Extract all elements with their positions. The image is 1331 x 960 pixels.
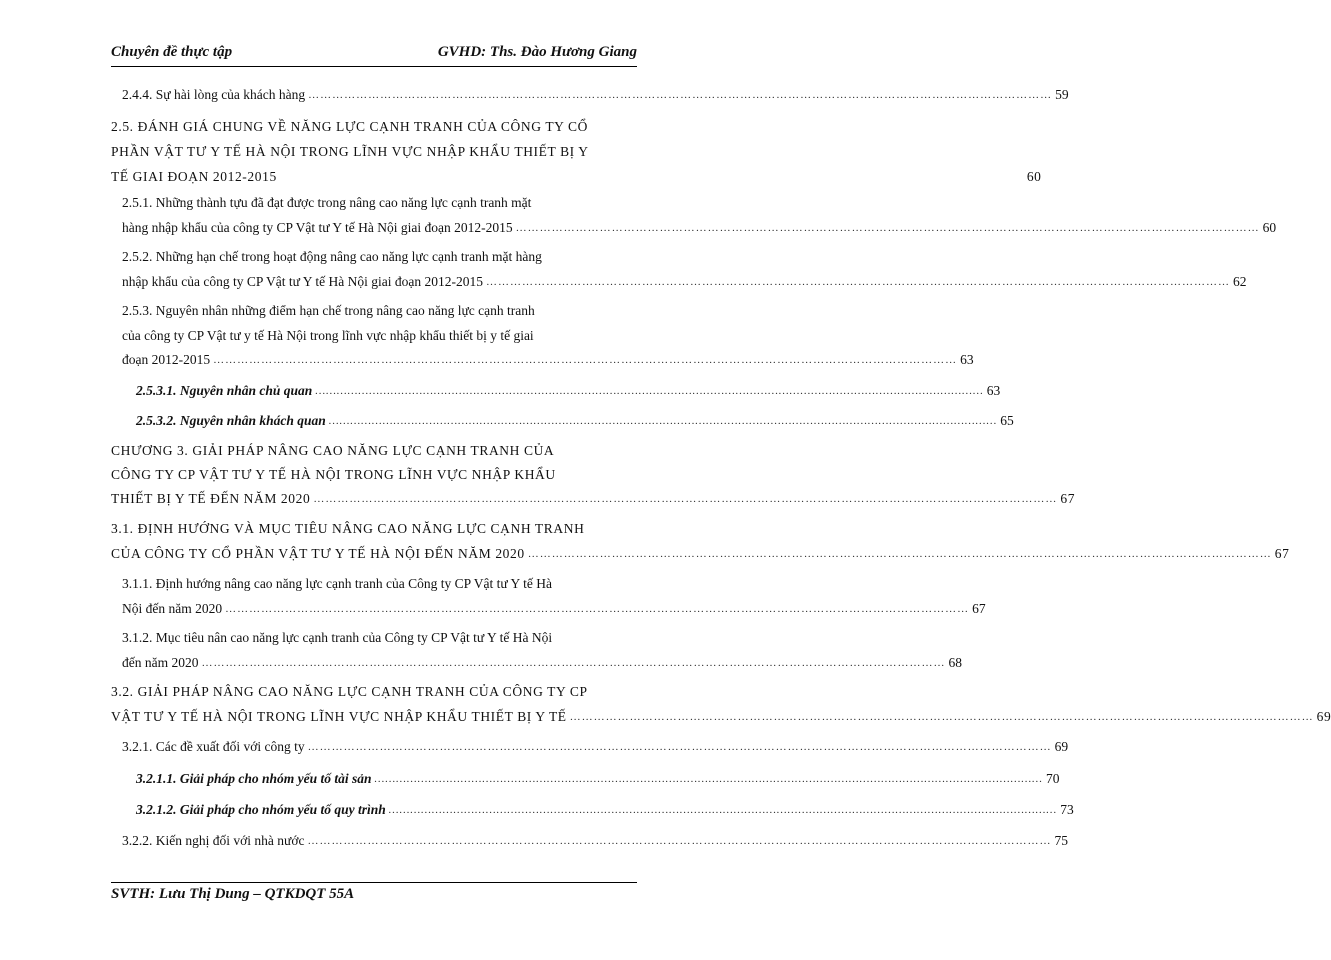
toc-entry-text: 2.4.4. Sự hài lòng của khách hàng	[122, 87, 306, 102]
header-left-text: Chuyên đề thực tập	[111, 44, 233, 60]
toc-entry[interactable]	[136, 411, 1014, 431]
toc-entry-text: 3.2.2. Kiến nghị đối với nhà nước	[122, 833, 305, 848]
toc-dot-leader: ……………………………………………………………………………………………………………………………………………………………………	[313, 493, 1058, 505]
toc-entry[interactable]	[122, 247, 1247, 292]
toc-entry-text: nhập khẩu của công ty CP Vật tư Y tế Hà Nội giai đoạn 2012-2015	[122, 274, 483, 289]
toc-entry[interactable]	[111, 519, 1290, 564]
toc-entry[interactable]	[111, 441, 1076, 511]
toc-entry-text: 3.2.1.2. Giải pháp cho nhóm yếu tố quy trình	[136, 802, 386, 817]
toc-entry[interactable]	[122, 85, 1069, 105]
toc-entry-text: CỦA CÔNG TY CỔ PHẦN VẬT TƯ Y TẾ HÀ NỘI ĐẾN NĂM 2020	[111, 546, 525, 561]
toc-entry-text: đoạn 2012-2015	[122, 352, 211, 367]
toc-entry[interactable]	[122, 574, 986, 619]
toc-page-number: 73	[1060, 802, 1074, 817]
toc-entry-text: CHƯƠNG 3. GIẢI PHÁP NÂNG CAO NĂNG LỰC CẠNH TRANH CỦA	[111, 443, 555, 458]
toc-entry-text: THIẾT BỊ Y TẾ ĐẾN NĂM 2020	[111, 491, 311, 506]
toc-entry[interactable]	[122, 628, 962, 673]
toc-dot-leader: ……………………………………………………………………………………………………………………………………………………………………	[527, 548, 1272, 560]
toc-dot-leader: ……………………………………………………………………………………………………………………………………………………………………	[307, 741, 1052, 753]
toc-dot-leader: ……………………………………………………………………………………………………………………………………………………………………	[307, 835, 1052, 847]
toc-dot-leader: ……………………………………………………………………………………………………………………………………………………………………	[308, 89, 1053, 101]
toc-dot-leader: ……………………………………………………………………………………………………………………………………………………………………	[315, 385, 984, 397]
toc-page-number: 75	[1054, 833, 1068, 848]
toc-entry-text: 3.1.2. Mục tiêu nân cao năng lực cạnh tranh của Công ty CP Vật tư Y tế Hà Nội	[122, 630, 553, 645]
toc-page-number: 69	[1316, 709, 1331, 724]
toc-page-number: 59	[1055, 87, 1069, 102]
toc-page-number: 62	[1233, 274, 1247, 289]
toc-page-number: 70	[1045, 771, 1060, 786]
toc-entry-text: 3.2. GIẢI PHÁP NÂNG CAO NĂNG LỰC CẠNH TRANH CỦA CÔNG TY CP	[111, 684, 588, 699]
toc-entry-text: 2.5. ĐÁNH GIÁ CHUNG VỀ NĂNG LỰC CẠNH TRANH CỦA CÔNG TY CỔ	[111, 119, 588, 134]
toc-entry[interactable]	[136, 769, 1060, 789]
toc-page-number: 67	[1274, 546, 1290, 561]
toc-entry[interactable]	[122, 737, 1069, 757]
toc-dot-leader: ……………………………………………………………………………………………………………………………………………………………………	[388, 804, 1058, 816]
toc-entry[interactable]	[122, 831, 1068, 851]
toc-entry[interactable]	[122, 193, 1277, 238]
toc-entry-text: đến năm 2020	[122, 655, 199, 670]
toc-page-number: 60	[1026, 169, 1042, 184]
footer-divider	[111, 882, 637, 883]
toc-page-number: 65	[1000, 413, 1014, 428]
toc-entry-text: TẾ GIAI ĐOẠN 2012-2015	[111, 169, 277, 184]
toc-dot-leader: ……………………………………………………………………………………………………………………………………………………………………	[225, 603, 970, 615]
toc-entry-text: 3.2.1.1. Giải pháp cho nhóm yếu tố tài sản	[136, 771, 372, 786]
toc-entry-text: 2.5.3. Nguyên nhân những điểm hạn chế trong nâng cao năng lực cạnh tranh	[122, 303, 535, 318]
toc-page-number: 67	[972, 601, 986, 616]
toc-entry-text: Nội đến năm 2020	[122, 601, 223, 616]
toc-entry-text: 2.5.3.1. Nguyên nhân chủ quan	[136, 383, 313, 398]
toc-entry[interactable]	[136, 800, 1074, 820]
toc-page-number: 68	[948, 655, 962, 670]
toc-page-number: 63	[986, 383, 1001, 398]
page-footer: SVTH: Lưu Thị Dung – QTKDQT 55A	[111, 886, 355, 902]
toc-entry[interactable]	[136, 381, 1001, 401]
toc-entry-text: VẬT TƯ Y TẾ HÀ NỘI TRONG LĨNH VỰC NHẬP KHẨU THIẾT BỊ Y TẾ	[111, 709, 567, 724]
toc-entry-text: 3.1.1. Định hướng nâng cao năng lực cạnh tranh của Công ty CP Vật tư Y tế Hà	[122, 576, 553, 591]
toc-page-number: 63	[960, 352, 974, 367]
toc-entry-text: 2.5.3.2. Nguyên nhân khách quan	[136, 413, 326, 428]
toc-entry-text: CÔNG TY CP VẬT TƯ Y TẾ HÀ NỘI TRONG LĨNH VỰC NHẬP KHẨU	[111, 467, 556, 482]
toc-page-number: 67	[1060, 491, 1076, 506]
toc-page-number: 69	[1054, 739, 1069, 754]
toc-dot-leader: ……………………………………………………………………………………………………………………………………………………………………	[486, 276, 1230, 288]
toc-entry-text: PHẦN VẬT TƯ Y TẾ HÀ NỘI TRONG LĨNH VỰC NHẬP KHẨU THIẾT BỊ Y	[111, 144, 589, 159]
toc-entry-text: 2.5.2. Những hạn chế trong hoạt động nâng cao năng lực cạnh tranh mặt hàng	[122, 249, 542, 264]
toc-entry-text: hàng nhập khẩu của công ty CP Vật tư Y tế Hà Nội giai đoạn 2012-2015	[122, 220, 513, 235]
toc-dot-leader: ……………………………………………………………………………………………………………………………………………………………………	[374, 773, 1043, 785]
toc-page-number: 60	[1262, 220, 1277, 235]
toc-entry-text: 3.1. ĐỊNH HƯỚNG VÀ MỤC TIÊU NÂNG CAO NĂNG LỰC CẠNH TRANH	[111, 521, 585, 536]
toc-entry[interactable]	[122, 301, 974, 371]
toc-entry[interactable]	[111, 682, 1331, 727]
toc-dot-leader: ……………………………………………………………………………………………………………………………………………………………………	[328, 415, 998, 427]
toc-entry-text: 2.5.1. Những thành tựu đã đạt được trong nâng cao năng lực cạnh tranh mặt	[122, 195, 532, 210]
toc-entry-text: 3.2.1. Các đề xuất đối với công ty	[122, 739, 305, 754]
toc-dot-leader: ……………………………………………………………………………………………………………………………………………………………………	[515, 222, 1260, 234]
toc-entry[interactable]	[111, 117, 1042, 187]
toc-entry-text: của công ty CP Vật tư y tế Hà Nội trong lĩnh vực nhập khẩu thiết bị y tế giai	[122, 328, 534, 343]
toc-dot-leader: ……………………………………………………………………………………………………………………………………………………………………	[569, 711, 1314, 723]
toc-dot-leader: ……………………………………………………………………………………………………………………………………………………………………	[201, 657, 946, 669]
toc-dot-leader: ……………………………………………………………………………………………………………………………………………………………………	[213, 354, 958, 366]
header-right-text: GVHD: Ths. Đào Hương Giang	[437, 44, 637, 60]
